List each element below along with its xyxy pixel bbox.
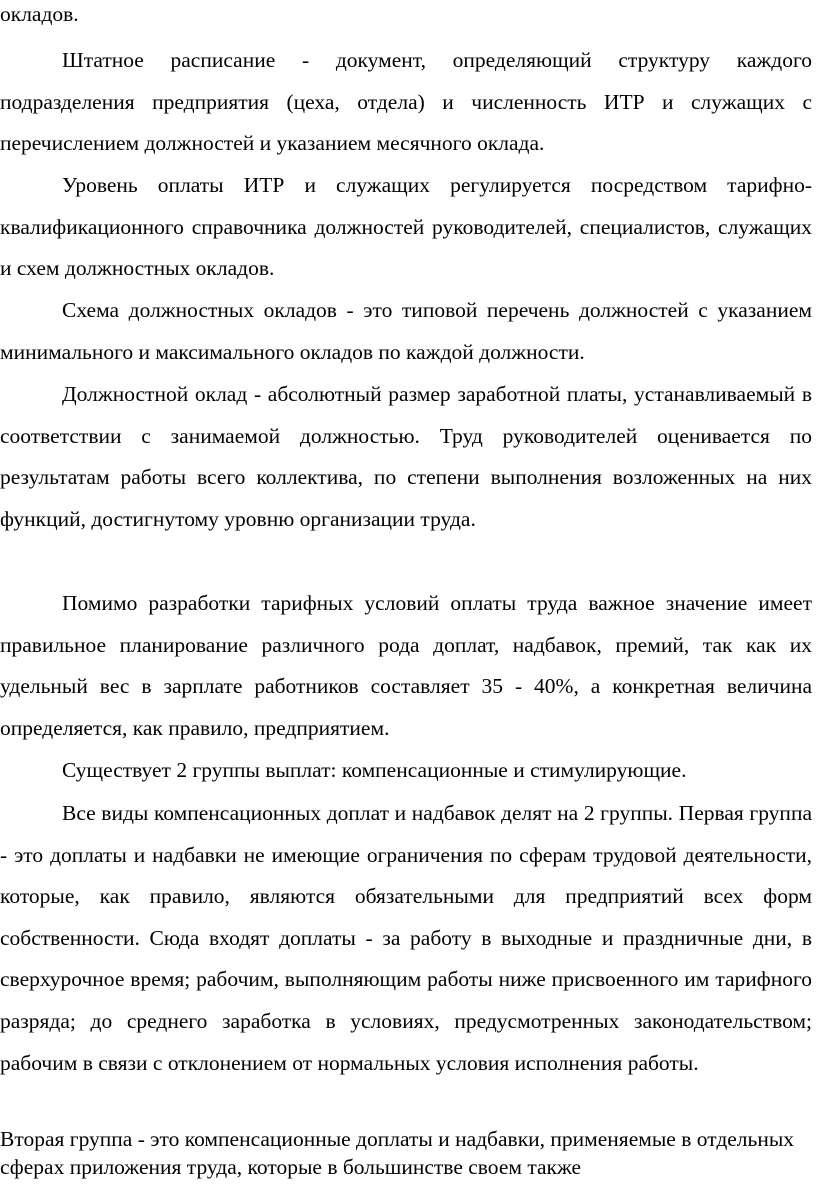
paragraph-payment-groups: Существует 2 группы выплат: компенсационные и стимулирующие. (62, 758, 687, 782)
paragraph-compensation-first-group: Все виды компенсационных доплат и надбавок делят на 2 группы. Первая группа - это доплаты и надбавки не имеющие ограничения по сферам трудовой деятельности, которые, как правило, являются обязательными для предприятий всех форм собственности. Сюда входят доплаты - за работу в выходные и праздничные дни, в сверхурочное время; рабочим, выполняющим работы ниже присвоенного им тарифного разряда; до среднего заработка в условиях, предусмотренных законодательством; рабочим в связи с отклонением от нормальных условия исполнения работы. (0, 801, 812, 1075)
paragraph-staffing-schedule: Штатное расписание - документ, определяющий структуру каждого подразделения предприятия (цеха, отдела) и численность ИТР и служащих с перечислением должностей и указанием месячного оклада. (0, 48, 812, 156)
paragraph-official-salary: Должностной оклад - абсолютный размер заработной платы, устанавливаемый в соответствии с занимаемой должностью. Труд руководителей оценивается по результатам работы всего коллектива, по степени выполнения возложенных на них функций, достигнутому уровню организации труда. (0, 382, 812, 531)
paragraph-allowances-planning: Помимо разработки тарифных условий оплаты труда важное значение имеет правильное планирование различного рода доплат, надбавок, премий, так как их удельный вес в зарплате работников составляет 35 - 40%, а конкретная величина определяется, как правило, предприятием. (0, 591, 812, 740)
paragraph-salary-scheme: Схема должностных окладов - это типовой перечень должностей с указанием минимального и максимального окладов по каждой должности. (0, 298, 812, 364)
paragraph-pay-level: Уровень оплаты ИТР и служащих регулируется посредством тарифно-квалификационного справочника должностей руководителей, специалистов, служащих и схем должностных окладов. (0, 173, 812, 281)
paragraph-compensation-second-group: Вторая группа - это компенсационные доплаты и надбавки, применяемые в отдельных сферах приложения труда, которые в большинстве своем также (0, 1127, 795, 1179)
paragraph-continuation: окладов. (0, 2, 79, 26)
